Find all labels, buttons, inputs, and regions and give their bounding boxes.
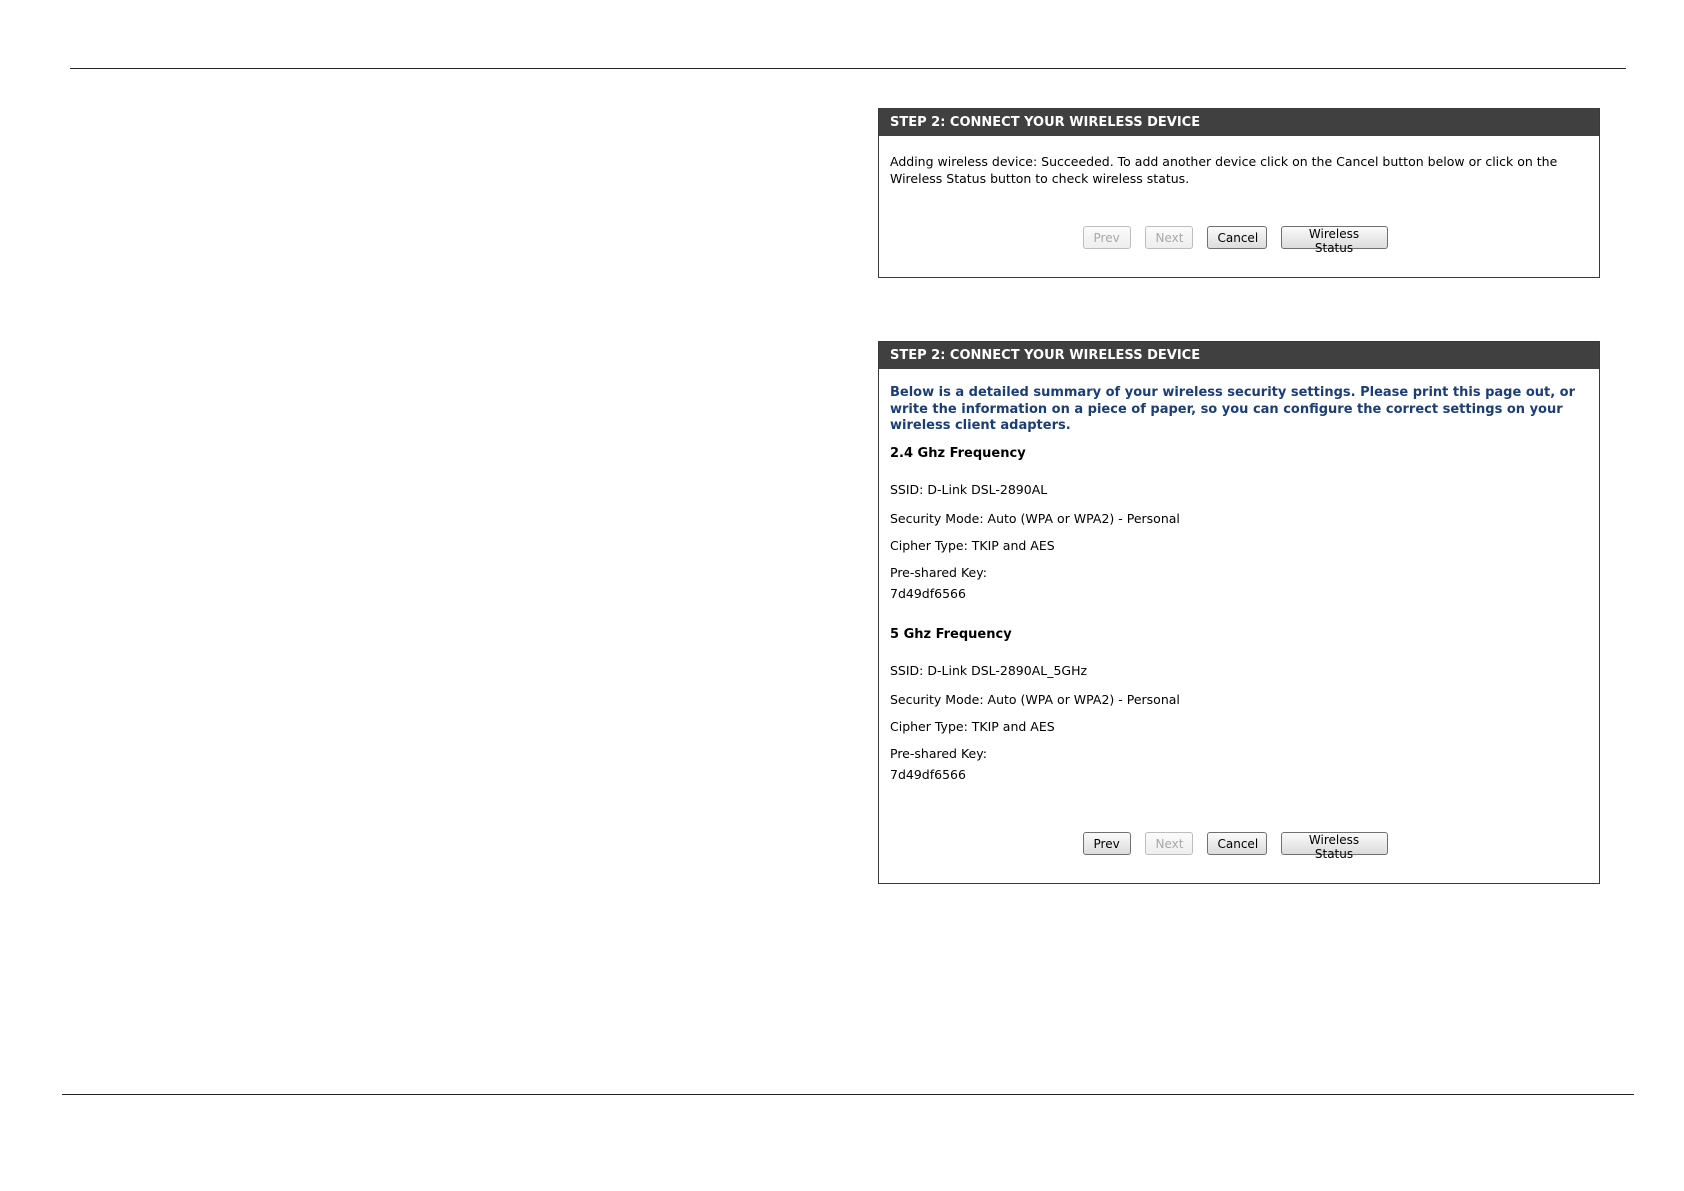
band-5-ssid: SSID: D-Link DSL-2890AL_5GHz <box>890 662 1088 678</box>
wps-result-panel <box>878 108 1600 278</box>
band-24-ssid: SSID: D-Link DSL-2890AL <box>890 481 1048 497</box>
band-5-psk-label: Pre-shared Key: <box>890 745 987 761</box>
summary-intro: Below is a detailed summary of your wireless security settings. Please print this page out, or write the information on a piece of paper, so you can configure the correct settings on your wireless client adapters. <box>890 385 1576 433</box>
top-divider <box>70 68 1626 69</box>
next-button[interactable]: Next <box>1145 226 1193 249</box>
band-24-security-mode: Security Mode: Auto (WPA or WPA2) - Personal <box>890 510 1180 526</box>
band-5-cipher-type: Cipher Type: TKIP and AES <box>890 718 1055 734</box>
band-24-cipher-type: Cipher Type: TKIP and AES <box>890 537 1055 553</box>
button-row <box>875 832 1595 861</box>
band-24-psk-value: 7d49df6566 <box>890 585 966 601</box>
band-5-security-mode: Security Mode: Auto (WPA or WPA2) - Personal <box>890 691 1180 707</box>
next-button[interactable]: Next <box>1145 832 1193 855</box>
band-24-psk-label: Pre-shared Key: <box>890 564 987 580</box>
cancel-button[interactable]: Cancel <box>1207 226 1267 249</box>
panel-title: STEP 2: CONNECT YOUR WIRELESS DEVICE <box>879 109 1599 136</box>
security-summary-panel <box>878 341 1600 884</box>
prev-button[interactable]: Prev <box>1083 226 1131 249</box>
cancel-button[interactable]: Cancel <box>1207 832 1267 855</box>
status-message: Adding wireless device: Succeeded. To add another device click on the Cancel button below or click on the Wireless Status button to check wireless status. <box>890 154 1558 186</box>
panel-title: STEP 2: CONNECT YOUR WIRELESS DEVICE <box>879 342 1599 369</box>
wireless-status-button[interactable]: Wireless Status <box>1281 832 1388 855</box>
band-5-psk-value: 7d49df6566 <box>890 766 966 782</box>
prev-button[interactable]: Prev <box>1083 832 1131 855</box>
band-24-heading: 2.4 Ghz Frequency <box>890 445 1026 461</box>
button-row <box>875 226 1595 255</box>
wireless-status-button[interactable]: Wireless Status <box>1281 226 1388 249</box>
bottom-divider <box>62 1094 1634 1095</box>
band-5-heading: 5 Ghz Frequency <box>890 626 1012 642</box>
